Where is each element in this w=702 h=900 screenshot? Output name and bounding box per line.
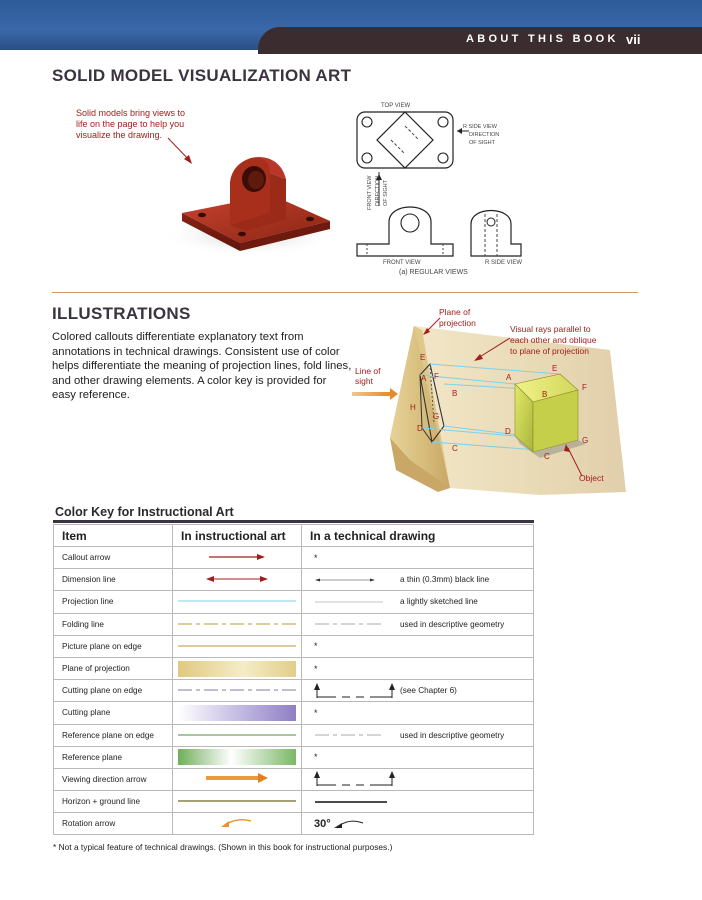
front-dir-label: FRONT VIEW bbox=[367, 175, 373, 210]
solid-callout-line: Solid models bring views to bbox=[76, 108, 186, 118]
point-label: B bbox=[542, 390, 548, 399]
table-row bbox=[54, 813, 534, 835]
table-row bbox=[54, 746, 534, 768]
light-line-icon bbox=[314, 599, 384, 605]
point-label: F bbox=[434, 372, 439, 381]
page-header bbox=[0, 0, 702, 56]
viewing-direction-arrow-icon bbox=[204, 773, 270, 783]
tech-note: * bbox=[314, 552, 318, 563]
row-item: Dimension line bbox=[54, 569, 173, 591]
plane-label: projection bbox=[439, 318, 476, 328]
sight-label: sight bbox=[355, 376, 373, 386]
color-key-title: Color Key for Instructional Art bbox=[55, 505, 234, 519]
point-label: A bbox=[421, 374, 427, 383]
art-sample bbox=[173, 635, 302, 657]
table-header-row bbox=[54, 525, 534, 547]
rotation-symbol-icon bbox=[331, 818, 365, 830]
top-view-boss bbox=[377, 112, 433, 168]
tech-note: used in descriptive geometry bbox=[400, 730, 505, 740]
table-row bbox=[54, 724, 534, 746]
projection-line-icon bbox=[177, 598, 297, 604]
col-header-tech: In a technical drawing bbox=[302, 525, 534, 547]
line-of-sight-arrow bbox=[352, 392, 390, 396]
table-row bbox=[54, 791, 534, 813]
reference-line-icon bbox=[314, 732, 384, 738]
art-sample bbox=[173, 768, 302, 790]
hole-icon bbox=[306, 217, 314, 222]
art-sample bbox=[173, 680, 302, 702]
side-dir-label: OF SIGHT bbox=[469, 140, 495, 146]
tech-note: (see Chapter 6) bbox=[400, 686, 457, 696]
art-sample bbox=[173, 569, 302, 591]
top-view-hole bbox=[362, 153, 372, 163]
row-item: Rotation arrow bbox=[54, 813, 173, 835]
top-view-hole bbox=[438, 117, 448, 127]
regular-views-caption: (a) REGULAR VIEWS bbox=[399, 269, 468, 276]
sight-label: Line of bbox=[355, 366, 381, 376]
solid-model-title: SOLID MODEL VISUALIZATION ART bbox=[52, 66, 352, 85]
color-key-footnote: * Not a typical feature of technical drawings. (Shown in this book for instructional purposes.) bbox=[53, 842, 393, 852]
art-sample bbox=[173, 746, 302, 768]
point-label: D bbox=[417, 424, 423, 433]
row-item: Horizon + ground line bbox=[54, 791, 173, 813]
running-head: ABOUT THIS BOOK bbox=[466, 33, 619, 45]
art-sample bbox=[173, 791, 302, 813]
fold-line-icon bbox=[314, 621, 384, 627]
row-item: Viewing direction arrow bbox=[54, 768, 173, 790]
row-item: Reference plane bbox=[54, 746, 173, 768]
row-item: Cutting plane on edge bbox=[54, 680, 173, 702]
object-label: Object bbox=[579, 473, 604, 483]
point-label: G bbox=[433, 412, 440, 421]
table-row bbox=[54, 613, 534, 635]
row-item: Projection line bbox=[54, 591, 173, 613]
top-view-label: TOP VIEW bbox=[381, 103, 411, 109]
col-header-item: Item bbox=[54, 525, 173, 547]
point-label: E bbox=[552, 364, 558, 373]
folding-line-icon bbox=[177, 621, 297, 627]
row-item: Cutting plane bbox=[54, 702, 173, 724]
top-view-hole bbox=[438, 153, 448, 163]
art-sample bbox=[173, 613, 302, 635]
horizon-line-icon bbox=[177, 798, 297, 804]
point-label: A bbox=[506, 373, 512, 382]
thin-dimension-icon bbox=[314, 576, 376, 584]
side-view-outline bbox=[471, 211, 521, 257]
point-label: E bbox=[420, 353, 426, 362]
art-sample bbox=[173, 702, 302, 724]
table-row bbox=[54, 702, 534, 724]
top-view-hole bbox=[362, 117, 372, 127]
point-label: H bbox=[410, 403, 416, 412]
ground-line-icon bbox=[314, 799, 388, 805]
art-sample bbox=[173, 724, 302, 746]
point-label: G bbox=[582, 436, 589, 445]
tech-note: a lightly sketched line bbox=[400, 597, 478, 607]
color-key-rule bbox=[53, 520, 534, 523]
dimension-line-icon bbox=[205, 575, 269, 583]
cutting-plane-edge-icon bbox=[177, 687, 297, 693]
row-item: Picture plane on edge bbox=[54, 635, 173, 657]
tech-note: * bbox=[314, 663, 318, 674]
tech-note: * bbox=[314, 707, 318, 718]
art-sample bbox=[173, 591, 302, 613]
rotation-angle-label: 30° bbox=[314, 817, 331, 830]
front-dir-label: OF SIGHT bbox=[383, 180, 389, 206]
oblique-projection-figure bbox=[350, 300, 630, 500]
cutting-plane-symbol-icon bbox=[314, 683, 396, 699]
table-row bbox=[54, 547, 534, 569]
bore-inner bbox=[248, 171, 264, 189]
rays-label: Visual rays parallel to bbox=[510, 324, 591, 334]
art-sample bbox=[173, 813, 302, 835]
regular-views-drawing bbox=[345, 98, 545, 280]
row-item: Reference plane on edge bbox=[54, 724, 173, 746]
table-row bbox=[54, 569, 534, 591]
tech-note: * bbox=[314, 641, 318, 652]
picture-plane-icon bbox=[177, 643, 297, 649]
table-row bbox=[54, 635, 534, 657]
callout-arrow-icon bbox=[207, 553, 267, 561]
hole-icon bbox=[238, 232, 246, 237]
rays-label: to plane of projection bbox=[510, 346, 589, 356]
illustrations-title: ILLUSTRATIONS bbox=[52, 304, 191, 323]
row-item: Callout arrow bbox=[54, 547, 173, 569]
plane-label: Plane of bbox=[439, 307, 471, 317]
solid-callout-arrow bbox=[165, 135, 195, 167]
projection-plane-swatch bbox=[178, 661, 296, 677]
reference-plane-edge-icon bbox=[177, 732, 297, 738]
row-item: Plane of projection bbox=[54, 657, 173, 679]
hole-icon bbox=[198, 213, 206, 218]
table-row bbox=[54, 657, 534, 679]
side-dir-label: R SIDE VIEW bbox=[463, 124, 497, 130]
tech-note: used in descriptive geometry bbox=[400, 619, 505, 629]
tech-note: a thin (0.3mm) black line bbox=[400, 575, 490, 585]
art-sample bbox=[173, 547, 302, 569]
col-header-art: In instructional art bbox=[173, 525, 302, 547]
art-sample bbox=[173, 657, 302, 679]
point-label: C bbox=[544, 452, 550, 461]
view-direction-symbol-icon bbox=[314, 771, 396, 787]
point-label: F bbox=[582, 383, 587, 392]
reference-plane-swatch bbox=[178, 749, 296, 765]
rotation-arrow-icon bbox=[217, 817, 257, 829]
front-dir-label: DIRECTION bbox=[375, 175, 381, 206]
front-view-outline bbox=[357, 207, 453, 256]
table-row bbox=[54, 768, 534, 790]
cutting-plane-swatch bbox=[178, 705, 296, 721]
front-view-label: FRONT VIEW bbox=[383, 260, 421, 266]
solid-callout-line: visualize the drawing. bbox=[76, 130, 163, 140]
color-key-table bbox=[53, 524, 534, 835]
row-item: Folding line bbox=[54, 613, 173, 635]
point-label: C bbox=[452, 444, 458, 453]
page-number: vii bbox=[626, 32, 641, 47]
tech-note: * bbox=[314, 752, 318, 763]
section-divider bbox=[52, 292, 638, 293]
table-row bbox=[54, 680, 534, 702]
table-row bbox=[54, 591, 534, 613]
illustrations-body: Colored callouts differentiate explanatory text from annotations in technical drawings. Consistent use of color helps differentiate the meaning of projection lines, fold lines, and other drawing elements. A color key is provided for easy reference. bbox=[52, 331, 352, 402]
side-dir-label: DIRECTION bbox=[469, 132, 500, 138]
side-view-label: R SIDE VIEW bbox=[485, 260, 523, 266]
rays-label: each other and oblique bbox=[510, 335, 597, 345]
front-view-bore bbox=[401, 214, 419, 232]
point-label: D bbox=[505, 427, 511, 436]
point-label: B bbox=[452, 389, 458, 398]
solid-callout-line: life on the page to help you bbox=[76, 119, 185, 129]
